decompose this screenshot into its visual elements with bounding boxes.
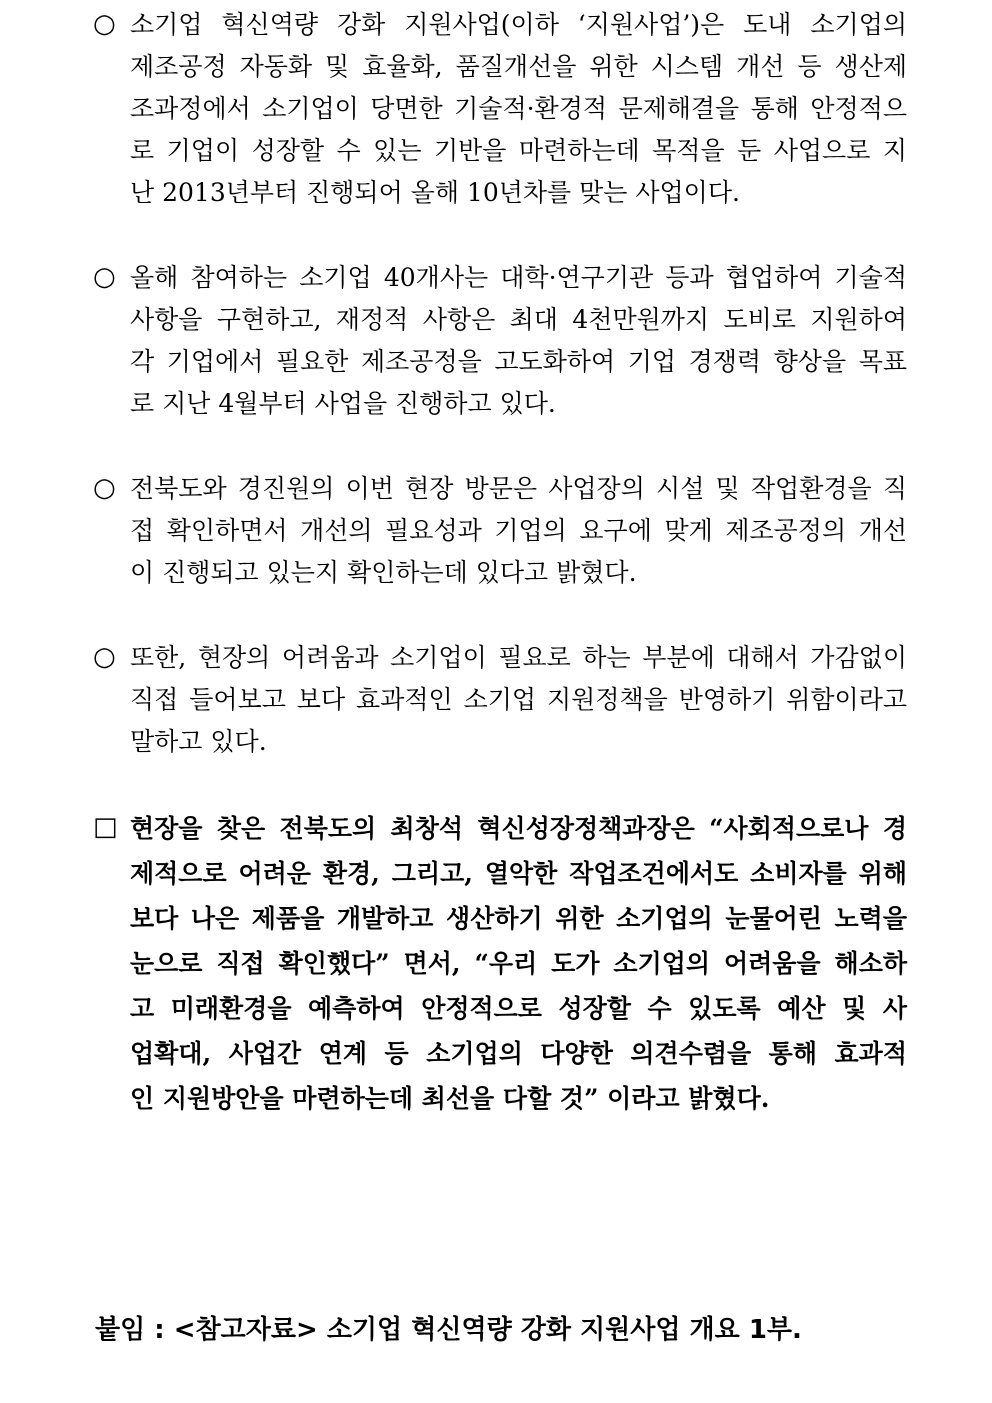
text-line: 인 지원방안을 마련하는데 최선을 다할 것” 이라고 밝혔다. xyxy=(130,1084,770,1113)
text-line: 이 진행되고 있는지 확인하는데 있다고 밝혔다. xyxy=(130,558,637,587)
text-line: 접 확인하면서 개선의 필요성과 기업의 요구에 맞게 제조공정의 개선 xyxy=(130,516,907,545)
square-bullet: □ xyxy=(93,812,118,842)
text-line: 조과정에서 소기업이 당면한 기술적·환경적 문제해결을 통해 안정적으 xyxy=(130,94,907,123)
text-line: 전북도와 경진원의 이번 현장 방문은 사업장의 시설 및 작업환경을 직 xyxy=(130,474,907,503)
text-line: 로 기업이 성장할 수 있는 기반을 마련하는데 목적을 둔 사업으로 지 xyxy=(130,136,907,165)
text-line: 고 미래환경을 예측하여 안정적으로 성장할 수 있도록 예산 및 사 xyxy=(130,994,907,1023)
text-line: 현장을 찾은 전북도의 최창석 혁신성장정책과장은 “사회적으로나 경 xyxy=(130,814,907,843)
paragraph-listening-to-difficulties xyxy=(93,637,907,763)
text-line: 각 기업에서 필요한 제조공정을 고도화하여 기업 경쟁력 향상을 목표 xyxy=(130,347,907,376)
circle-bullet: ○ xyxy=(93,642,116,672)
paragraph-official-quote xyxy=(93,806,907,1121)
text-line: 사항을 구현하고, 재정적 사항은 최대 4천만원까지 도비로 지원하여 xyxy=(130,305,907,334)
text-line: 업확대, 사업간 연계 등 소기업의 다양한 의견수렴을 통해 효과적 xyxy=(130,1039,907,1068)
text-line: 로 지난 4월부터 사업을 진행하고 있다. xyxy=(130,389,556,418)
circle-bullet: ○ xyxy=(93,262,116,292)
circle-bullet: ○ xyxy=(93,473,116,503)
text-line: 눈으로 직접 확인했다” 면서, “우리 도가 소기업의 어려움을 해소하 xyxy=(130,949,907,978)
text-line: 직접 들어보고 보다 효과적인 소기업 지원정책을 반영하기 위함이라고 xyxy=(130,685,907,714)
document-body xyxy=(93,4,907,1164)
text-line: 소기업 혁신역량 강화 지원사업(이하 ‘지원사업’)은 도내 소기업의 xyxy=(130,10,907,39)
circle-bullet: ○ xyxy=(93,9,116,39)
text-line: 난 2013년부터 진행되어 올해 10년차를 맞는 사업이다. xyxy=(130,178,740,207)
paragraph-support-project-overview xyxy=(93,4,907,214)
text-line: 보다 나은 제품을 개발하고 생산하기 위한 소기업의 눈물어린 노력을 xyxy=(130,904,907,933)
paragraph-participating-companies xyxy=(93,257,907,425)
paragraph-site-visit-purpose xyxy=(93,468,907,594)
text-line: 또한, 현장의 어려움과 소기업이 필요로 하는 부분에 대해서 가감없이 xyxy=(130,643,907,672)
text-line: 올해 참여하는 소기업 40개사는 대학·연구기관 등과 협업하여 기술적 xyxy=(130,263,907,292)
text-line: 제조공정 자동화 및 효율화, 품질개선을 위한 시스템 개선 등 생산제 xyxy=(130,52,907,81)
text-line: 제적으로 어려운 환경, 그리고, 열악한 작업조건에서도 소비자를 위해 xyxy=(130,859,907,888)
attachment-note: 붙임 : <참고자료> 소기업 혁신역량 강화 지원사업 개요 1부. xyxy=(95,1315,802,1345)
text-line: 말하고 있다. xyxy=(130,727,267,756)
